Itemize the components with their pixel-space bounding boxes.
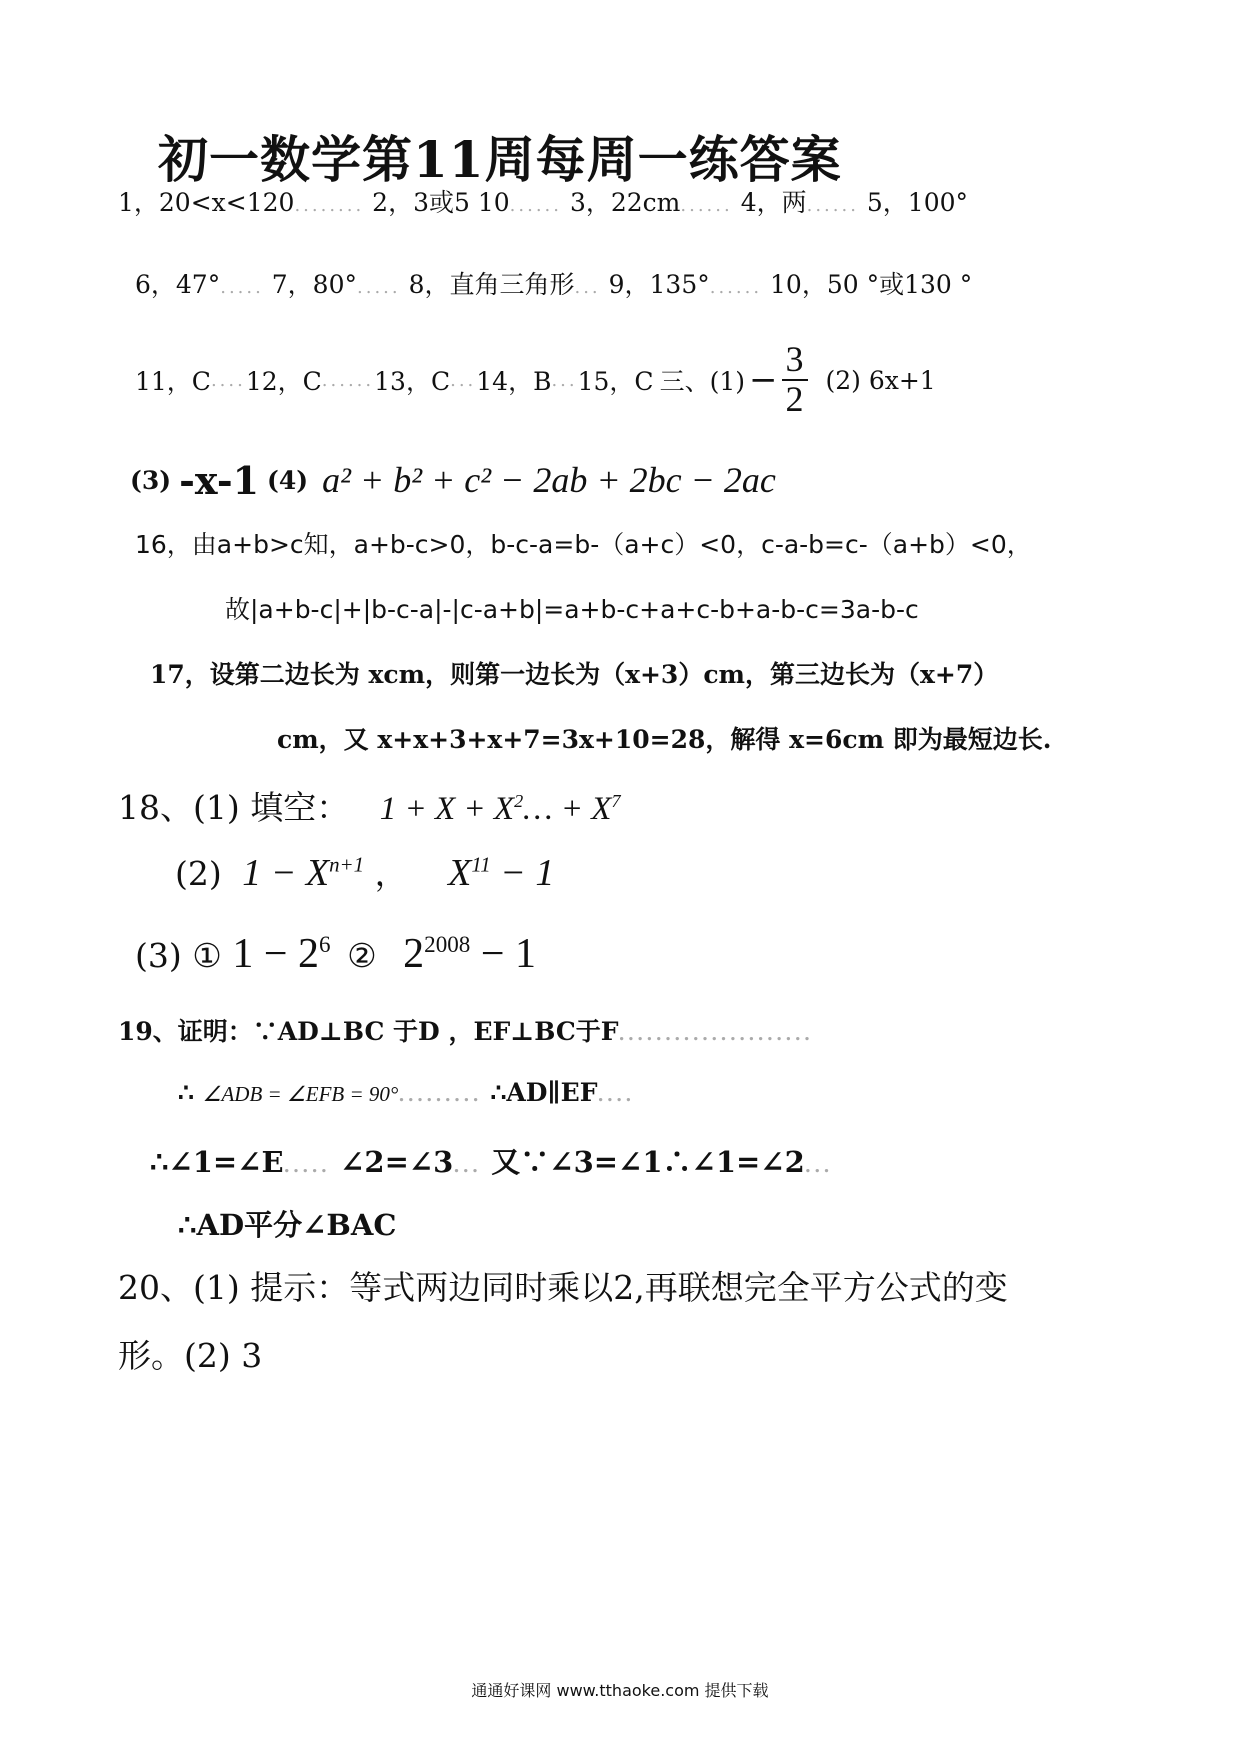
q19-step-b: ∠2=∠3 [340,1145,454,1179]
fraction-three-halves [782,341,808,419]
part3-answer-2: (2) 6x+1 [825,365,936,395]
answer-6: 6，47° [135,270,221,299]
fraction-numerator: 3 [782,341,808,381]
q18-part-2 [175,848,554,895]
q19-line-4: ∴AD平分∠BAC [178,1208,397,1242]
fraction-denominator: 2 [785,379,804,419]
answer-5: 5，100° [866,188,969,217]
part3-label: 三、(1) [659,367,745,396]
q19-statement: 19、证明：∵AD⊥BC 于D ，EF⊥BC于F [118,1017,619,1046]
answer-11: 11，C [135,367,211,396]
q18-part-3-circle-2: ② [347,936,377,975]
answer-12: 12，C [245,367,322,396]
q19-line-2: ∴ ∠ADB = ∠EFB = 90°......... ∴AD∥EF.... [178,1078,635,1107]
q16-line-1: 16，由a+b>c知，a+b-c>0，b-c-a=b-（a+c）<0，c-a-b=c-（a+b）<0， [135,530,1032,559]
answer-8: 8，直角三角形 [408,270,575,299]
q18-part-2-expr-a: $1 - X^{n+1}$ [242,852,365,894]
answer-2: 2，3或5 10 [372,188,510,217]
part3-label-3: (3) [130,465,172,495]
negative-sign: − [749,360,778,400]
part3-answer-4: a² + b² + c² − 2ab + 2bc − 2ac [322,460,776,500]
q18-part-1 [118,782,621,829]
page-title: 初一数学第11周每周一练答案 [158,130,842,189]
q18-part-2-separator: ， [374,854,408,893]
q20-line-2: 形。(2) 3 [118,1336,263,1375]
q19-line-1: 19、证明：∵AD⊥BC 于D ，EF⊥BC于F..................... [118,1017,814,1046]
q18-part-3 [135,930,536,978]
part3-answer-3: -x-1 [179,457,260,503]
answer-1: 1，20<x<120 [118,188,295,217]
q19-step-c: 又∵∠3=∠1∴∠1=∠2 [491,1145,805,1179]
answer-13: 13，C [374,367,451,396]
q19-line-3: ∴∠1=∠E..... ∠2=∠3... 又∵∠3=∠1∴∠1=∠2... [150,1145,833,1179]
part3-label-4: (4) [267,465,309,495]
therefore-symbol: ∴ [178,1078,194,1107]
answers-row-1: 1，20<x<120........ 2，3或5 10...... 3，22cm...... 4，两...... 5，100° [118,183,968,219]
q18-part-1-label: 18、(1) 填空： [118,788,350,827]
answers-row-4 [130,455,776,505]
q18-part-2-label: (2) [175,854,222,893]
q17-line-1: 17，设第二边长为 xcm，则第一边长为（x+3）cm，第三边长为（x+7） [150,660,999,689]
q18-part-3-expr-b: $2^{2008} - 1$ [403,931,537,977]
answers-row-2: 6，47°..... 7，80°..... 8，直角三角形... 9，135°...... 10，50 °或130 ° [135,265,972,301]
q18-part-3-label: (3) ① [135,936,222,975]
answer-4: 4，两 [740,188,807,217]
q18-part-1-expr: $1 + X + X^2\dots + X^7$ [379,791,621,827]
q20-line-1: 20、(1) 提示：等式两边同时乘以2,再联想完全平方公式的变 [118,1268,1008,1307]
q19-parallel-conclusion: ∴AD∥EF [490,1078,598,1107]
q17-line-2: cm，又 x+x+3+x+7=3x+10=28，解得 x=6cm 即为最短边长. [277,725,1052,754]
answer-9: 9，135° [608,270,710,299]
q19-step-a: ∴∠1=∠E [150,1145,284,1179]
answers-row-3: 11，C .... 12，C ...... 13，C ... 14，B ... 15，C 三、(1) − $\frac{3}{2}$ (2) 6x+1 [135,339,936,419]
q19-angle-equation: ∠ADB = ∠EFB = 90° [202,1082,399,1106]
answer-14: 14，B [476,367,552,396]
footer-credit: 通通好课网 www.tthaoke.com 提供下载 [471,1681,769,1700]
answer-3: 3，22cm [569,188,681,217]
q16-line-2: 故|a+b-c|+|b-c-a|-|c-a+b|=a+b-c+a+c-b+a-b-c=3a-b-c [225,595,919,624]
q18-part-2-expr-b: $X^{11} - 1$ [448,852,555,894]
answer-7: 7，80° [271,270,357,299]
q18-part-3-expr-a: $1 - 2^6$ [232,931,331,977]
answer-10: 10，50 °或130 ° [770,270,973,299]
answer-15: 15，C [577,367,654,396]
